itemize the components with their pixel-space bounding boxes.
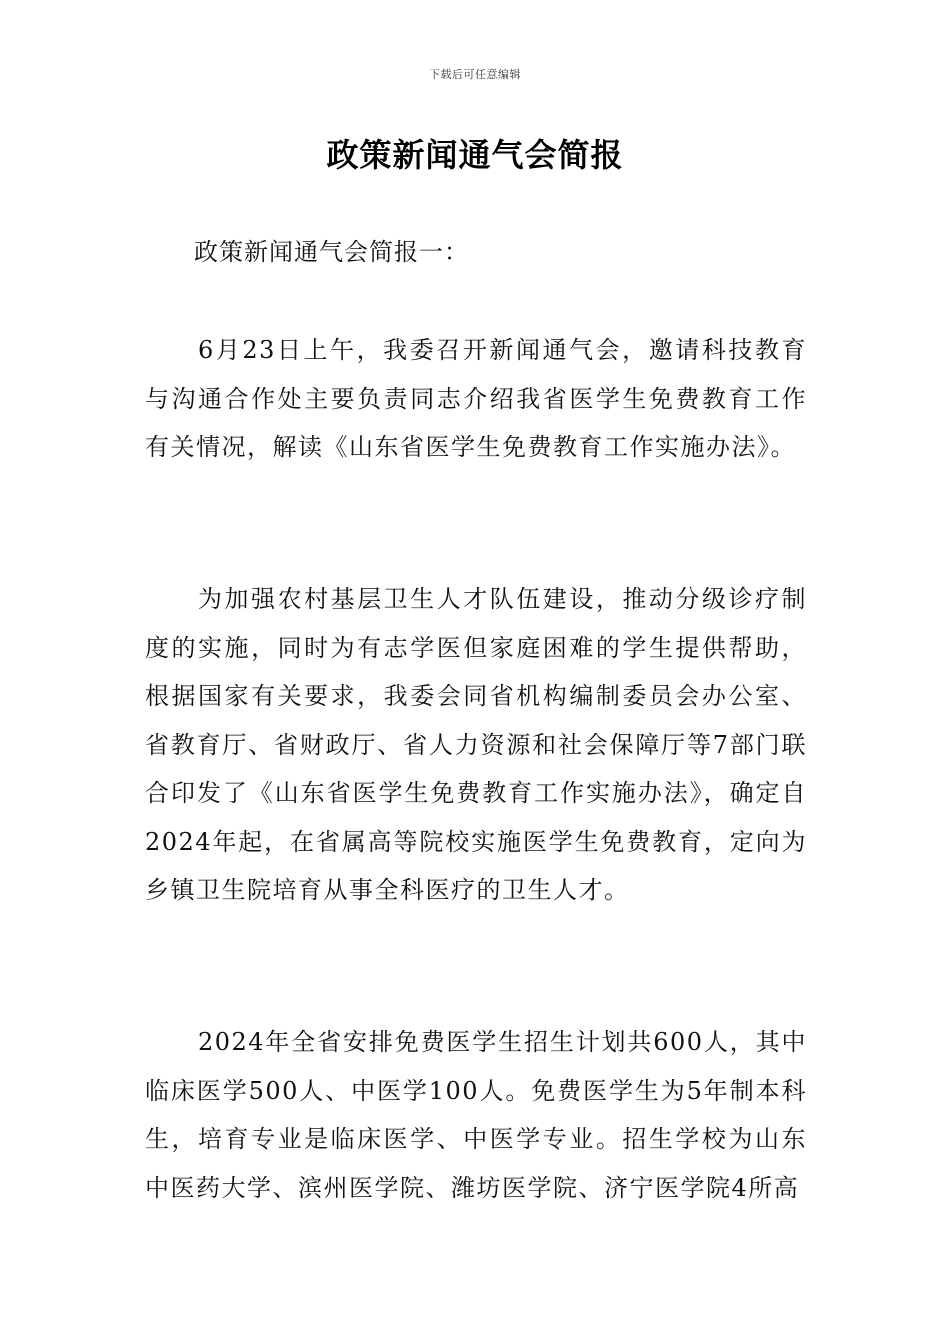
page-title: 政策新闻通气会简报 [326,136,624,174]
section-subtitle: 政策新闻通气会简报一： [194,238,469,266]
paragraph: 6月23日上午，我委召开新闻通气会，邀请科技教育与沟通合作处主要负责同志介绍我省医学生免费教育工作有关情况，解读《山东省医学生免费教育工作实施办法》。 [145,336,807,461]
header-note: 下载后可任意编辑 [429,68,521,81]
paragraph: 2024年全省安排免费医学生招生计划共600人，其中临床医学500人、中医学100人。免费医学生为5年制本科生，培育专业是临床医学、中医学专业。招生学校为山东中医药大学、滨州医学院、潍坊医学院、济宁医学院4所高 [145,1028,807,1202]
paragraph: 为加强农村基层卫生人才队伍建设，推动分级诊疗制度的实施，同时为有志学医但家庭困难的学生提供帮助，根据国家有关要求，我委会同省机构编制委员会办公室、省教育厅、省财政厅、省人力资源和社会保障厅等7部门联合印发了《山东省医学生免费教育工作实施办法》，确定自2024年起，在省属高等院校实施医学生免费教育，定向为乡镇卫生院培育从事全科医疗的卫生人才。 [145,585,807,904]
